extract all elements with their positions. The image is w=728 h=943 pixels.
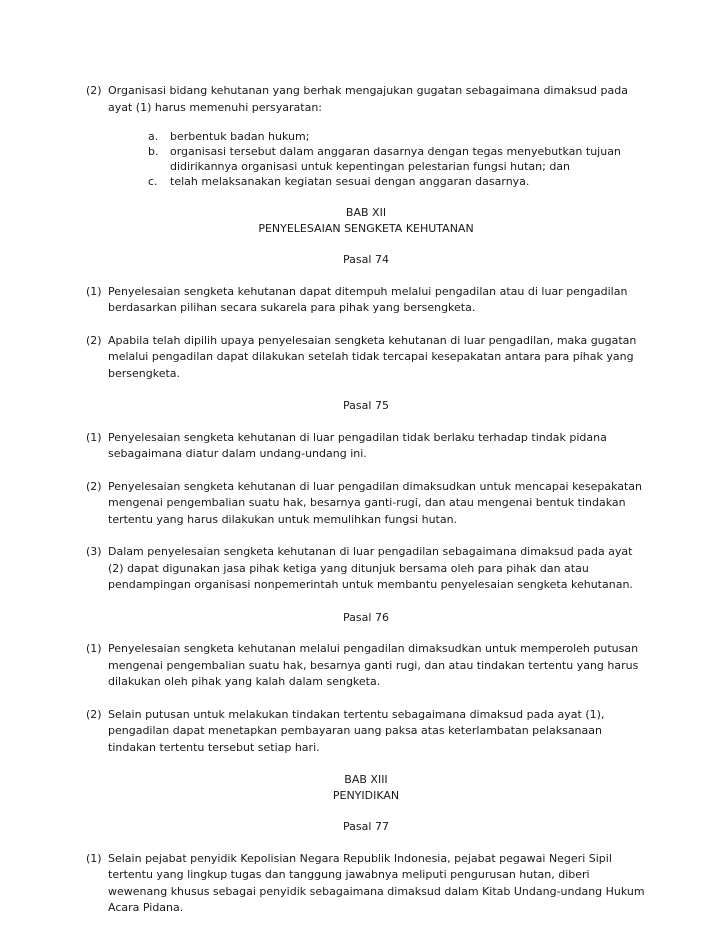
list-text: berbentuk badan hukum;: [170, 130, 310, 143]
chapter-title: PENYELESAIAN SENGKETA KEHUTANAN: [258, 221, 474, 235]
document-page: [86, 83, 646, 917]
list-letter: a.: [148, 130, 159, 143]
article-paragraph: [86, 544, 646, 594]
paragraph-text: Dalam penyelesaian sengketa kehutanan di luar pengadilan sebagaimana dimaksud pada ayat (2) dapat digunakan jasa pihak ketiga yang ditunjuk bersama oleh para pihak dan atau pendampingan organisasi nonpemerintah untuk membantu penyelesaian sengketa kehutanan.: [108, 545, 633, 591]
article-title: Pasal 76: [343, 610, 389, 624]
article-title: Pasal 74: [343, 253, 389, 266]
chapter-title: PENYIDIKAN: [332, 788, 400, 802]
list-item: [148, 174, 646, 189]
paragraph-number: (3): [86, 545, 102, 558]
paragraph-text: Selain putusan untuk melakukan tindakan tertentu sebagaimana dimaksud pada ayat (1), pengadilan dapat menetapkan pembayaran uang paksa atas keterlambatan pelaksanaan tindakan tertentu tersebut setiap hari.: [108, 707, 605, 754]
list-text: organisasi tersebut dalam anggaran dasarnya dengan tegas menyebutkan tujuan didirikannya organisasi untuk kepentingan pelestarian fungsi hutan; dan: [170, 145, 621, 173]
article-paragraph: [86, 479, 646, 529]
requirements-list: [86, 129, 646, 189]
article-paragraph: [86, 851, 646, 917]
paragraph-text: Penyelesaian sengketa kehutanan di luar pengadilan tidak berlaku terhadap tindak pidana sebagaimana diatur dalam undang-undang ini.: [108, 430, 607, 460]
paragraph-number: (2): [86, 84, 102, 97]
paragraph-number: (2): [86, 333, 102, 347]
list-text: telah melaksanakan kegiatan sesuai dengan anggaran dasarnya.: [170, 175, 530, 188]
chapter-label: BAB XIII: [344, 773, 388, 786]
article-title: Pasal 77: [343, 820, 389, 833]
chapter-label: BAB XII: [345, 206, 387, 219]
paragraph-text: Selain pejabat penyidik Kepolisian Negara Republik Indonesia, pejabat pegawai Negeri Sipil tertentu yang lingkup tugas dan tanggung jawabnya meliputi pengurusan hutan, diberi wewenang khusus sebagai penyidik sebagaimana dimaksud dalam Kitab Undang-undang Hukum Acara Pidana.: [108, 851, 645, 914]
intro-paragraph: [86, 83, 646, 116]
list-item: [148, 144, 646, 174]
article-paragraph: [86, 707, 646, 757]
list-item: [148, 129, 646, 144]
paragraph-number: (2): [86, 707, 102, 721]
paragraph-text: Penyelesaian sengketa kehutanan dapat ditempuh melalui pengadilan atau di luar pengadilan berdasarkan pilihan secara sukarela para pihak yang bersengketa.: [108, 284, 628, 314]
paragraph-text: Penyelesaian sengketa kehutanan melalui pengadilan dimaksudkan untuk memperoleh putusan mengenai pengembalian suatu hak, besarnya ganti rugi, dan atau tindakan tertentu yang harus dilakukan oleh pihak yang kalah dalam sengketa.: [108, 642, 639, 688]
paragraph-text: Apabila telah dipilih upaya penyelesaian sengketa kehutanan di luar pengadilan, maka gugatan melalui pengadilan dapat dilakukan setelah tidak tercapai kesepakatan antara para pihak yang bersengketa.: [108, 333, 637, 380]
paragraph-number: (2): [86, 479, 102, 493]
paragraph-number: (1): [86, 430, 102, 444]
paragraph-number: (1): [86, 642, 102, 655]
article-paragraph: [86, 284, 646, 317]
paragraph-text: Penyelesaian sengketa kehutanan di luar pengadilan dimaksudkan untuk mencapai kesepakatan mengenai pengembalian suatu hak, besarnya ganti-rugi, dan atau mengenai bentuk tindakan tertentu yang harus dilakukan untuk memulihkan fungsi hutan.: [108, 479, 643, 526]
paragraph-number: (1): [86, 284, 102, 298]
article-paragraph: [86, 430, 646, 463]
article-title: Pasal 75: [343, 399, 389, 412]
paragraph-text: Organisasi bidang kehutanan yang berhak mengajukan gugatan sebagaimana dimaksud pada ayat (1) harus memenuhi persyaratan:: [108, 84, 628, 114]
paragraph-number: (1): [86, 851, 102, 865]
article-paragraph: [86, 641, 646, 691]
list-letter: b.: [148, 145, 159, 158]
article-paragraph: [86, 333, 646, 383]
list-letter: c.: [148, 175, 158, 188]
